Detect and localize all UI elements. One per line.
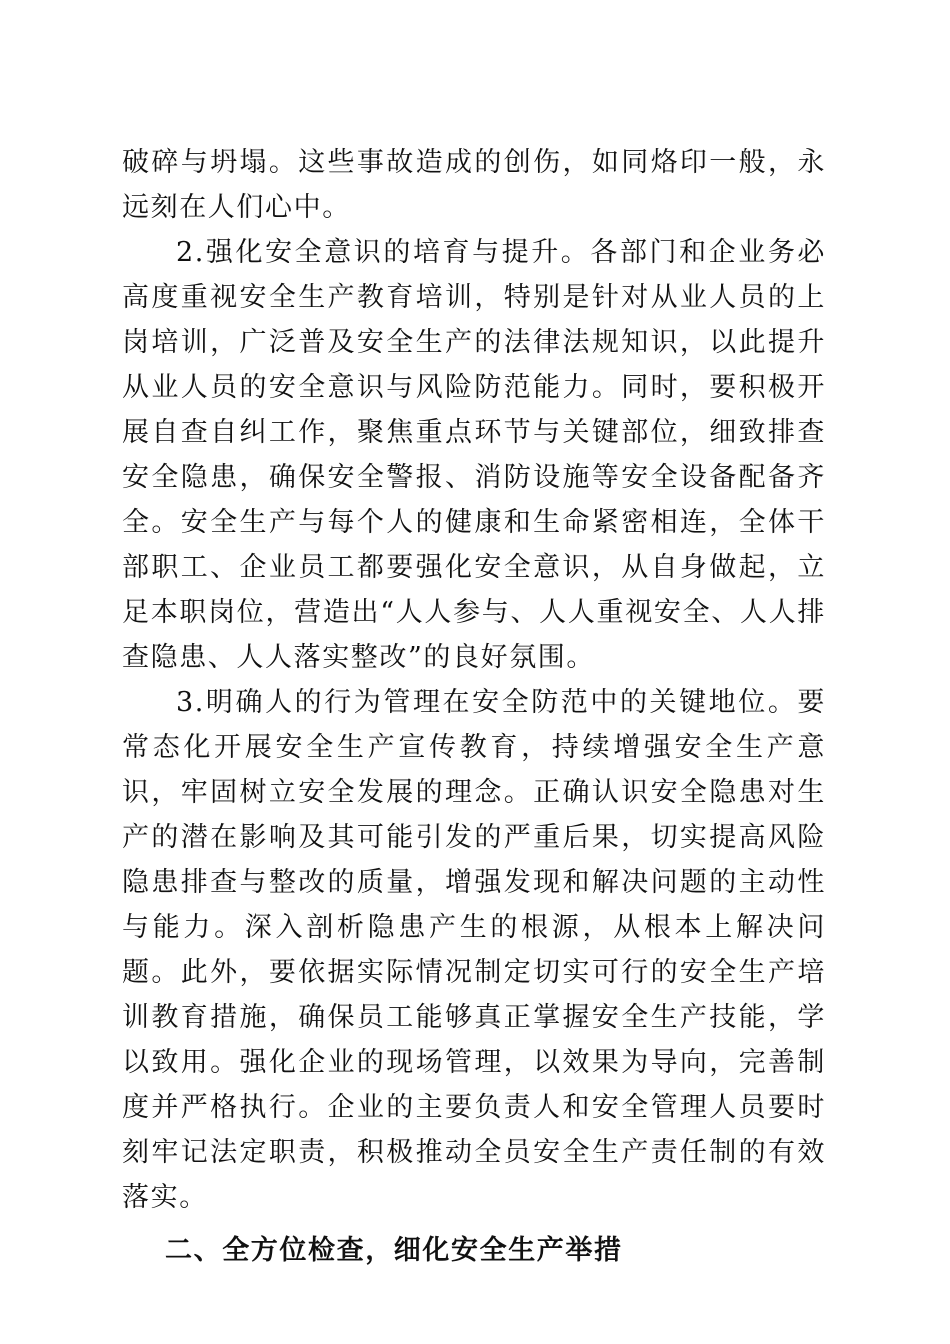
paragraph-item-2: 2.强化安全意识的培育与提升。各部门和企业务必高度重视安全生产教育培训，特别是针对从业人员的上岗培训，广泛普及安全生产的法律法规知识，以此提升从业人员的安全意识与风险防范能力。同时，要积极开展自查自纠工作，聚焦重点环节与关键部位，细致排查安全隐患，确保安全警报、消防设施等安全设备配备齐全。安全生产与每个人的健康和生命紧密相连，全体干部职工、企业员工都要强化安全意识，从自身做起，立足本职岗位，营造出“人人参与、人人重视安全、人人排查隐患、人人落实整改”的良好氛围。 <box>122 237 826 673</box>
paragraph-item-3: 3.明确人的行为管理在安全防范中的关键地位。要常态化开展安全生产宣传教育，持续增强安全生产意识，牢固树立安全发展的理念。正确认识安全隐患对生产的潜在影响及其可能引发的严重后果，切实提高风险隐患排查与整改的质量，增强发现和解决问题的主动性与能力。深入剖析隐患产生的根源，从根本上解决问题。此外，要依据实际情况制定切实可行的安全生产培训教育措施，确保员工能够真正掌握安全生产技能，学以致用。强化企业的现场管理，以效果为导向，完善制度并严格执行。企业的主要负责人和安全管理人员要时刻牢记法定职责，积极推动全员安全生产责任制的有效落实。 <box>122 687 826 1213</box>
section-heading: 二、全方位检查，细化安全生产举措 <box>165 1235 623 1266</box>
paragraph-continuation: 破碎与坍塌。这些事故造成的创伤，如同烙印一般，永远刻在人们心中。 <box>122 147 826 223</box>
document-body <box>122 140 826 1273</box>
